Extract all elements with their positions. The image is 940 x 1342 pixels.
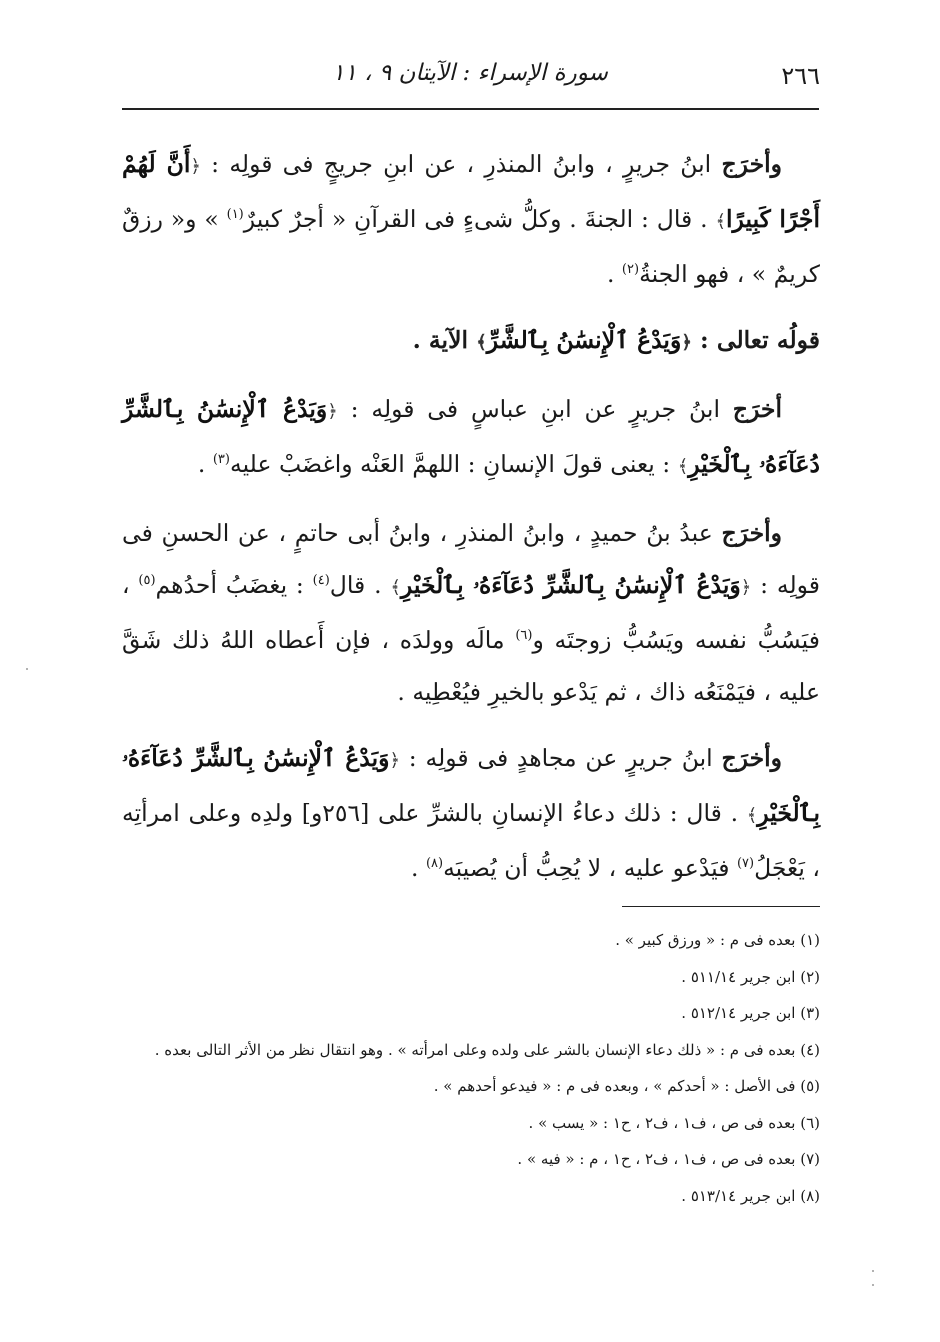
footnote-separator	[622, 906, 820, 907]
quran-verse: وَيَدْعُ ٱلْإِنسَٰنُ بِٱلشَّرِّ	[486, 326, 682, 354]
footnote-2: (٢) ابن جرير ٥١١/١٤ .	[681, 967, 820, 986]
footnotes	[120, 922, 820, 1214]
ornate-bracket-close: ﴾	[390, 577, 401, 598]
heading-tail: الآية .	[412, 326, 477, 354]
paragraph-2	[122, 383, 820, 493]
paragraph-text: . قال : ذلك دعاءُ الإنسانِ بالشرِّ على [٢٥٦و] ولدِه وعلى امرأتِه ، يَعْجَلُ	[122, 799, 820, 882]
paragraph-lead: وأخرَج	[721, 519, 782, 547]
section-heading	[122, 314, 820, 369]
scan-speck	[26, 668, 28, 670]
footnote-ref[interactable]: (٨)	[425, 856, 444, 872]
ornate-bracket-close: ﴾	[715, 211, 726, 232]
scan-speck	[872, 1270, 874, 1272]
header-rule	[122, 108, 819, 110]
quran-verse: وَيَدْعُ ٱلْإِنسَٰنُ بِٱلشَّرِّ دُعَآءَهُۥ بِٱلْخَيْرِ	[400, 571, 741, 599]
heading-lead: قولُه تعالى :	[691, 326, 820, 354]
paragraph-4	[122, 732, 820, 894]
ornate-bracket-open: ﴿	[681, 332, 692, 353]
footnote-ref[interactable]: (١)	[226, 207, 244, 223]
footnote-ref[interactable]: (٥)	[138, 573, 156, 589]
paragraph-text: : يغضَبُ أحدُهم	[155, 571, 313, 599]
paragraph-text: : يعنى قولَ الإنسانِ : اللهمَّ العَنْه واغضَبْ عليه	[229, 450, 678, 478]
quran-verse: وَيَدْعُ ٱلْإِنسَٰنُ بِٱلشَّرِّ دُعَآءَهُۥ بِٱلْخَيْرِ	[122, 744, 820, 827]
quran-verse: أَنَّ لَهُمْ أَجْرًا كَبِيرًا	[122, 150, 820, 233]
paragraph-text: فيَدْعو عليه ، لا يُحِبُّ أن يُصيبَه	[443, 854, 737, 882]
paragraph-lead: أخرَج	[732, 395, 782, 423]
paragraph-text: ابنُ جريرٍ عن مجاهدٍ فى قولِه :	[400, 744, 722, 772]
ornate-bracket-open: ﴿	[389, 750, 401, 771]
paragraph-lead: وأخرَج	[721, 150, 782, 178]
paragraph-text: .	[410, 854, 426, 882]
paragraph-lead: وأخرَج	[721, 744, 783, 772]
paragraph-text: .	[197, 450, 213, 478]
page-number: ٢٦٦	[781, 62, 820, 90]
paragraph-text: مالَه وولدَه ، فإن أَعطاه اللهُ ذلك شَقَّ عليه ، فيَمْنَعُه ذاك ، ثم يَدْعو بالخيرِ فيُعْطِيه .	[122, 626, 820, 706]
paragraph-1	[122, 138, 820, 300]
ornate-bracket-open: ﴿	[190, 156, 201, 177]
footnote-3: (٣) ابن جرير ٥١٢/١٤ .	[681, 1004, 820, 1022]
paragraph-text: ابنُ جريرٍ عن ابنِ عباسٍ فى قولِه :	[337, 395, 733, 423]
footnote-1: (١) بعده فى م : « ورزق كبير » .	[615, 931, 820, 949]
footnote-8: (٨) ابن جرير ٥١٣/١٤ .	[681, 1186, 820, 1205]
running-head	[120, 56, 820, 100]
ornate-bracket-close: ﴾	[677, 456, 689, 477]
main-text	[122, 138, 820, 908]
footnote-ref[interactable]: (٣)	[212, 452, 230, 468]
footnote-7: (٧) بعده فى ص ، ف١ ، ف٢ ، ح١ ، م : « فيه » .	[517, 1150, 820, 1168]
footnote-ref[interactable]: (٢)	[621, 262, 640, 278]
surah-title: سورة الإسراء : الآيتان ٩ ، ١١	[332, 60, 608, 86]
ornate-bracket-close: ﴾	[746, 805, 758, 826]
paragraph-text: عبدُ بنُ حميدٍ ، وابنُ المنذرِ ، وابنُ أبى حاتمٍ ، عن الحسنِ فى قولِه :	[122, 519, 820, 599]
ornate-bracket-open: ﴿	[327, 401, 338, 422]
footnote-ref[interactable]: (٧)	[736, 856, 755, 872]
scan-speck	[872, 1284, 874, 1286]
paragraph-text: . قال	[329, 571, 391, 599]
ornate-bracket-close: ﴾	[476, 332, 487, 353]
paragraph-text: ابنُ جريرٍ ، وابنُ المنذرِ ، عن ابنِ جريجٍ فى قولِه :	[200, 150, 722, 178]
ornate-bracket-open: ﴿	[740, 577, 752, 598]
footnote-ref[interactable]: (٦)	[515, 628, 533, 644]
footnote-4: (٤) بعده فى م : « ذلك دعاء الإنسان بالشر على ولده وعلى امرأته » . وهو انتقال نظر من الأثر التالى بعده .	[154, 1040, 820, 1059]
paragraph-text: .	[606, 260, 622, 288]
paragraph-text: . قال : الجنةَ . وكلُّ شىءٍ فى القرآنِ « أجرٌ كبيرٌ	[243, 205, 716, 233]
footnote-5: (٥) فى الأصل : « أحدكم » ، وبعده فى م : « فيدعو أحدهم » .	[433, 1077, 820, 1095]
footnote-6: (٦) بعده فى ص ، ف١ ، ف٢ ، ح١ : « يسب » .	[528, 1113, 820, 1132]
paragraph-text: ، فيَسُبُّ نفسه ويَسُبُّ زوجتَه و	[122, 571, 820, 654]
quran-verse: وَيَدْعُ ٱلْإِنسَٰنُ بِٱلشَّرِّ دُعَآءَهُۥ بِٱلْخَيْرِ	[122, 395, 820, 478]
footnote-ref[interactable]: (٤)	[312, 573, 330, 589]
paragraph-3	[122, 507, 820, 718]
paragraph-text: » و« رزقٌ كريمٌ » ، فهو الجنةُ	[122, 205, 820, 288]
